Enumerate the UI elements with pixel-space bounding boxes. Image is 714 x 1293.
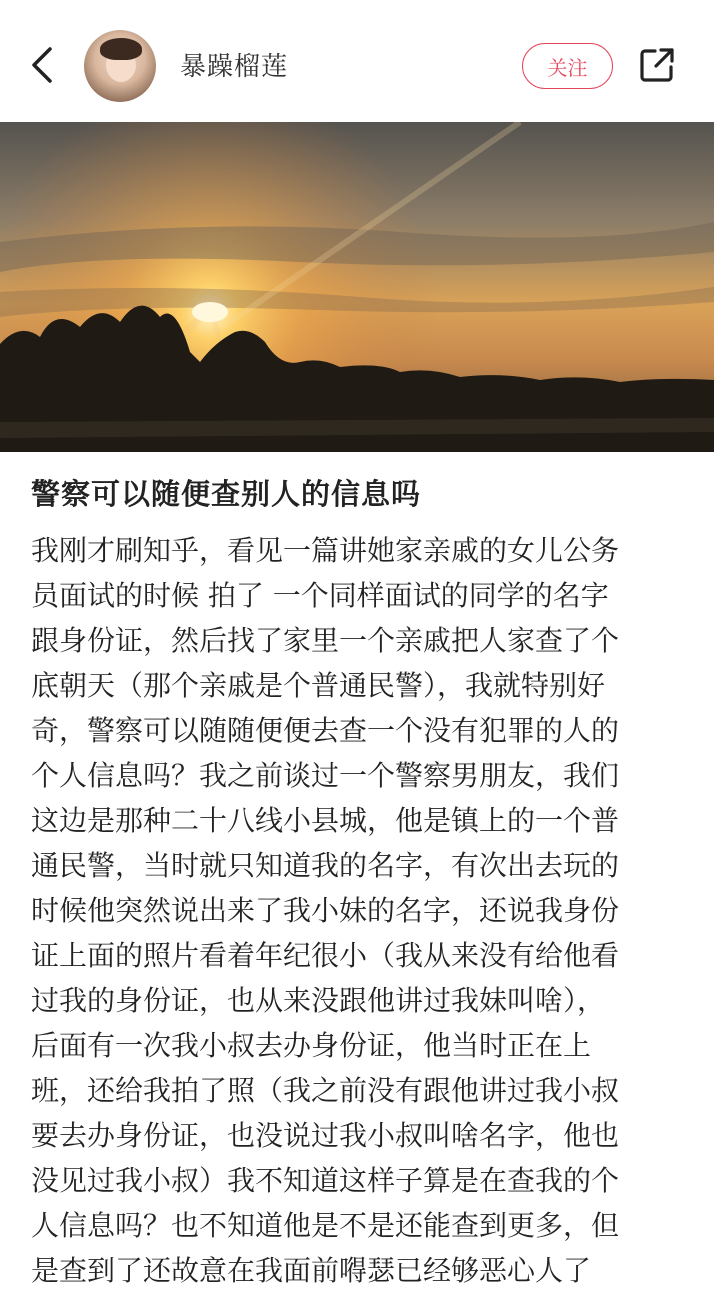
body-line: 后面有一次我小叔去办身份证，他当时正在上 xyxy=(31,1029,592,1062)
chevron-left-icon xyxy=(28,45,56,85)
sunset-landscape-image xyxy=(0,122,714,452)
body-line: 证上面的照片看着年纪很小（我从来没有给他看 xyxy=(31,939,620,972)
share-button[interactable] xyxy=(636,44,678,86)
body-line: 班，还给我拍了照（我之前没有跟他讲过我小叔 xyxy=(31,1074,620,1107)
share-external-icon xyxy=(637,45,677,85)
body-line: 底朝天（那个亲戚是个普通民警），我就特别好 xyxy=(31,669,606,702)
body-line: 员面试的时候 拍了 一个同样面试的同学的名字 xyxy=(31,579,609,612)
body-line: 通民警，当时就只知道我的名字，有次出去玩的 xyxy=(31,849,620,882)
post-header xyxy=(0,0,714,122)
body-line: 我刚才刷知乎，看见一篇讲她家亲戚的女儿公务 xyxy=(31,534,620,567)
post-body xyxy=(31,528,691,1293)
body-line: 没见过我小叔）我不知道这样子算是在查我的个 xyxy=(31,1164,620,1197)
body-line: 个人信息吗？我之前谈过一个警察男朋友，我们 xyxy=(31,759,620,792)
body-line: 奇，警察可以随随便便去查一个没有犯罪的人的 xyxy=(31,714,620,747)
back-button[interactable] xyxy=(22,40,62,90)
avatar[interactable] xyxy=(84,30,156,102)
post-cover-image[interactable] xyxy=(0,122,714,452)
body-line: 这边是那种二十八线小县城，他是镇上的一个普 xyxy=(31,804,620,837)
body-line: 时候他突然说出来了我小妹的名字，还说我身份 xyxy=(31,894,620,927)
follow-button[interactable]: 关注 xyxy=(522,43,613,89)
body-line: 人信息吗？也不知道他是不是还能查到更多，但 xyxy=(31,1209,620,1242)
username[interactable]: 暴躁榴莲 xyxy=(180,52,289,82)
body-line: 要去办身份证，也没说过我小叔叫啥名字，他也 xyxy=(31,1119,620,1152)
post-title: 警察可以随便查别人的信息吗 xyxy=(31,477,422,511)
avatar-hair-shape xyxy=(100,38,142,60)
body-line: 跟身份证，然后找了家里一个亲戚把人家查了个 xyxy=(31,624,620,657)
body-line: 是查到了还故意在我面前嘚瑟已经够恶心人了 xyxy=(31,1254,592,1287)
body-line: 过我的身份证，也从来没跟他讲过我妹叫啥）， xyxy=(31,984,606,1017)
